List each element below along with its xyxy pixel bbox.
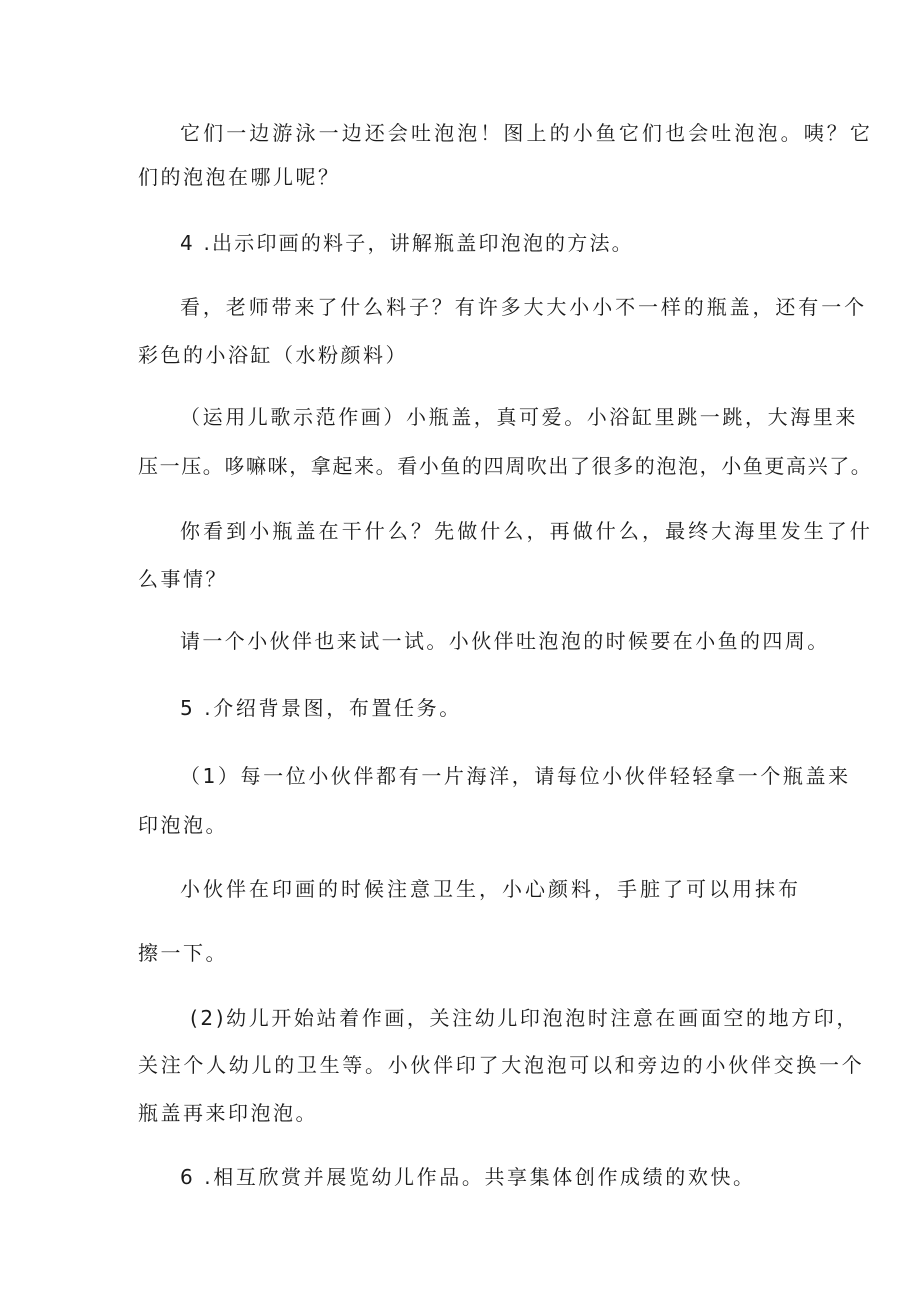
step-heading: 6 .相互欣赏并展览幼儿作品。共享集体创作成绩的欢快。 [180, 1165, 756, 1189]
paragraph-line: 压一压。哆嘛咪，拿起来。看小鱼的四周吹出了很多的泡泡，小鱼更高兴了。 [138, 454, 873, 478]
step-heading: 4 .出示印画的料子，讲解瓶盖印泡泡的方法。 [180, 231, 634, 255]
paragraph-line: 彩色的小浴缸（水粉颜料） [138, 343, 408, 367]
paragraph-line: （运用儿歌示范作画）小瓶盖，真可爱。小浴缸里跳一跳，大海里来 [180, 405, 858, 429]
paragraph-line: 关注个人幼儿的卫生等。小伙伴印了大泡泡可以和旁边的小伙伴交换一个 [138, 1053, 865, 1077]
paragraph-line: 它们一边游泳一边还会吐泡泡！图上的小鱼它们也会吐泡泡。咦？它 [180, 121, 873, 145]
paragraph-line: （1）每一位小伙伴都有一片海洋，请每位小伙伴轻轻拿一个瓶盖来 [180, 764, 851, 788]
paragraph-line: 们的泡泡在哪儿呢？ [138, 165, 341, 189]
paragraph-line: 瓶盖再来印泡泡。 [138, 1101, 318, 1125]
paragraph-line: 请一个小伙伴也来试一试。小伙伴吐泡泡的时候要在小鱼的四周。 [180, 629, 830, 653]
paragraph-line: 么事情？ [138, 567, 228, 591]
paragraph-line: 擦一下。 [138, 941, 228, 965]
paragraph-line: 印泡泡。 [138, 813, 228, 837]
paragraph-line: 你看到小瓶盖在干什么？先做什么，再做什么，最终大海里发生了什 [180, 519, 873, 543]
paragraph-line: (2)幼儿开始站着作画，关注幼儿印泡泡时注意在画面空的地方印， [190, 1006, 859, 1030]
step-heading: 5 .介绍背景图，布置任务。 [180, 696, 462, 720]
paragraph-line: 小伙伴在印画的时候注意卫生，小心颜料，手脏了可以用抹布 [180, 877, 801, 901]
paragraph-line: 看，老师带来了什么料子？有许多大大小小不一样的瓶盖，还有一个 [180, 295, 867, 319]
